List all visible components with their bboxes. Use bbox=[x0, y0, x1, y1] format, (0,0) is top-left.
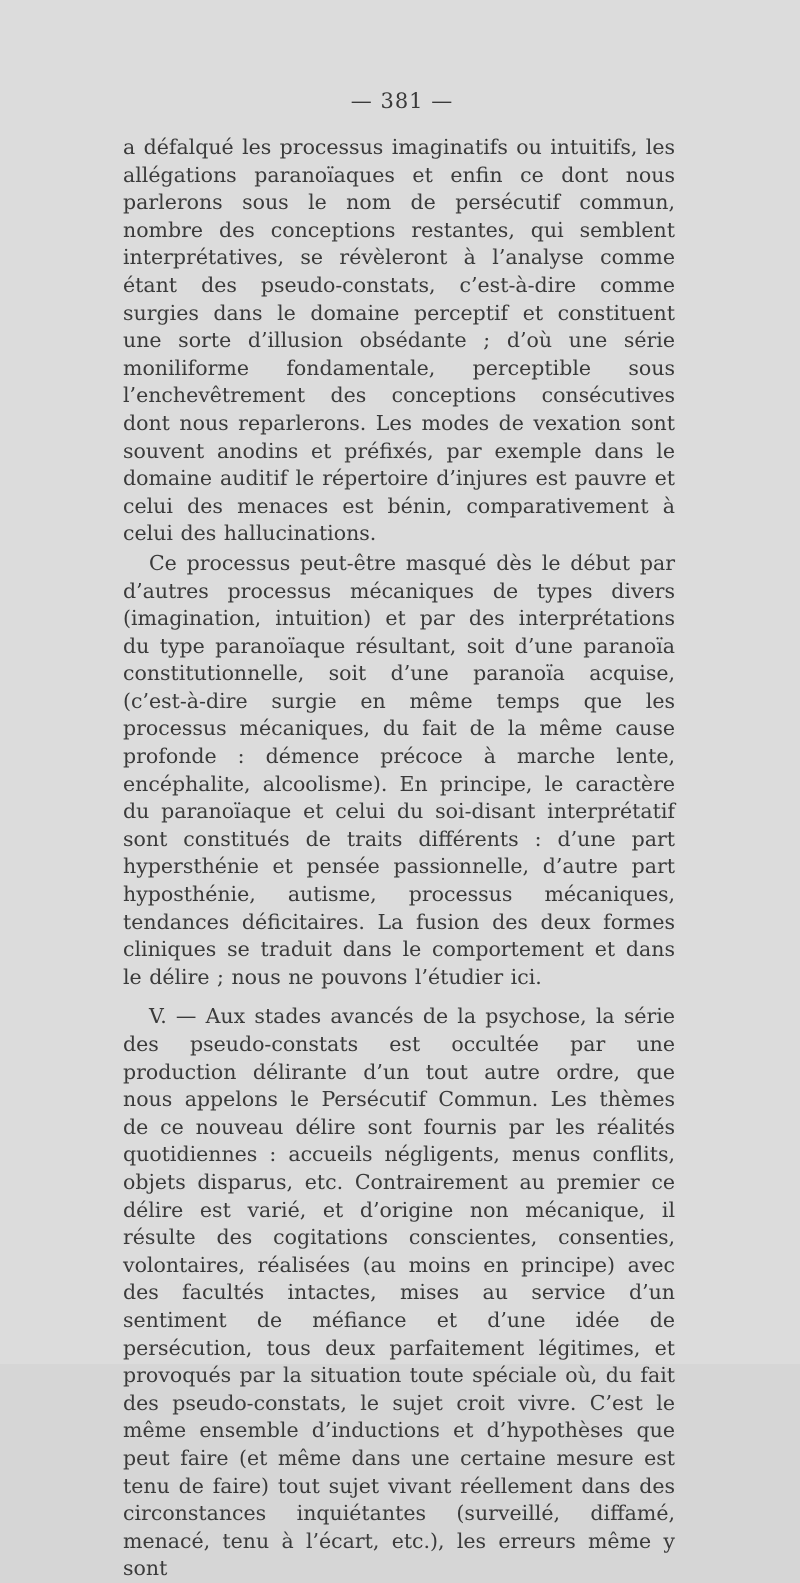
paragraph-section-v: V. — Aux stades avancés de la psychose, la série des pseudo-constats est occultée par une production délirante d’un tout autre ordre, que nous appelons le Persécutif Commun. Les thèmes de ce nouveau délire sont fournis par les réalités quotidiennes : accueils négligents, menus conflits, objets disparus, etc. Contrairement au premier ce délire est varié, et d’origine non mécanique, il résulte des cogitations conscientes, consenties, volontaires, réalisées (au moins en principe) avec des facultés intactes, mises au service d’un sentiment de méfiance et d’une idée de persécution, tous deux parfaitement légitimes, et provoqués par la situation toute spéciale où, du fait des pseudo-constats, le sujet croit vivre. C’est le même ensemble d’inductions et d’hypothèses que peut faire (et même dans une certaine mesure est tenu de faire) tout sujet vivant réellement dans des circonstances inquiétantes (surveillé, diffamé, menacé, tenu à l’écart, etc.), les erreurs même y sont bbox=[123, 1004, 675, 1581]
page-number: — 381 — bbox=[350, 89, 454, 113]
paragraph-continuation: a défalqué les processus imaginatifs ou intuitifs, les allégations paranoïaques et enfin ce dont nous parlerons sous le nom de persécutif commun, nombre des conceptions restantes, qui semblent interprétatives, se révèleront à l’analyse comme étant des pseudo-constats, c’est-à-dire comme surgies dans le domaine perceptif et constituent une sorte d’illusion obsédante ; d’où une série moniliforme fondamentale, perceptible sous l’enchevêtrement des conceptions consécutives dont nous reparlerons. Les modes de vexation sont souvent anodins et préfixés, par exemple dans le domaine auditif le répertoire d’injures est pauvre et celui des menaces est bénin, comparativement à celui des hallucinations. bbox=[123, 135, 675, 546]
paragraph-processus: Ce processus peut-être masqué dès le début par d’autres processus mécaniques de types divers (imagination, intuition) et par des interprétations du type paranoïaque résultant, soit d’une paranoïa constitutionnelle, soit d’une paranoïa acquise, (c’est-à-dire surgie en même temps que les processus mécaniques, du fait de la même cause profonde : démence précoce à marche lente, encéphalite, alcoolisme). En principe, le caractère du paranoïaque et celui du soi-disant interprétatif sont constitués de traits différents : d’une part hypersthénie et pensée passionnelle, d’autre part hyposthénie, autisme, processus mécaniques, tendances déficitaires. La fusion des deux formes cliniques se traduit dans le comportement et dans le délire ; nous ne pouvons l’étudier ici. bbox=[123, 550, 675, 989]
